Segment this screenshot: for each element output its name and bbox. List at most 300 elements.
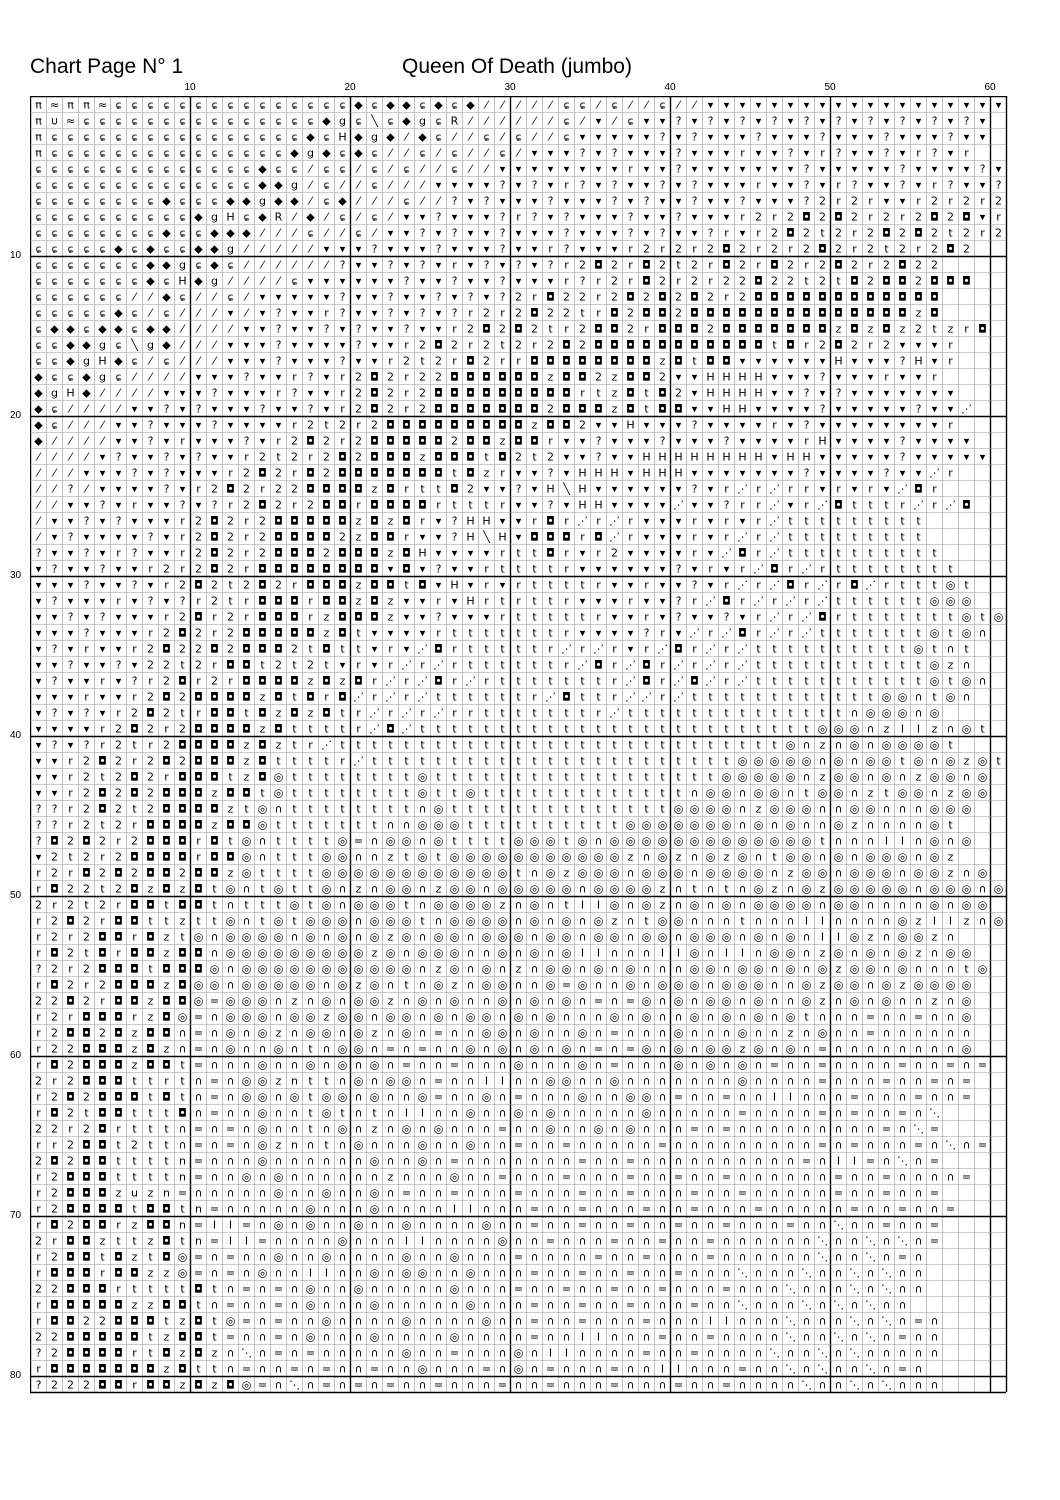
grid-cell-symbol: = bbox=[642, 1315, 651, 1328]
grid-cell-symbol: ∩ bbox=[770, 1315, 778, 1328]
grid-cell-symbol: ∩ bbox=[850, 851, 858, 864]
grid-cell-symbol: r bbox=[772, 595, 777, 608]
grid-cell-symbol: r bbox=[724, 483, 729, 496]
grid-cell-symbol: ◘ bbox=[82, 1219, 91, 1232]
grid-cell-symbol: ◘ bbox=[194, 1331, 203, 1344]
grid-cell-symbol: ◎ bbox=[546, 835, 556, 848]
grid-cell-symbol: 2 bbox=[179, 691, 186, 704]
grid-cell-symbol: ∩ bbox=[482, 1107, 490, 1120]
grid-cell-symbol: ◘ bbox=[50, 979, 59, 992]
grid-cell-symbol: ▾ bbox=[372, 291, 378, 304]
grid-cell-symbol: ◎ bbox=[754, 1011, 764, 1024]
grid-cell-symbol: r bbox=[564, 595, 569, 608]
grid-cell-symbol: ◎ bbox=[802, 883, 812, 896]
grid-cell-symbol: ∩ bbox=[914, 1363, 922, 1376]
grid-cell-symbol: ∩ bbox=[946, 1027, 954, 1040]
grid-cell-symbol: ◘ bbox=[178, 1331, 187, 1344]
grid-cell-symbol: r bbox=[804, 435, 809, 448]
grid-cell-symbol: 2 bbox=[67, 1059, 74, 1072]
grid-cell-symbol: ▾ bbox=[212, 435, 218, 448]
grid-cell-symbol: ◎ bbox=[562, 947, 572, 960]
grid-cell-symbol: ∩ bbox=[850, 787, 858, 800]
grid-cell-symbol: t bbox=[932, 579, 937, 592]
grid-cell-symbol: ɕ bbox=[83, 307, 89, 320]
grid-cell-symbol: 2 bbox=[915, 275, 922, 288]
grid-cell-symbol: ∩ bbox=[738, 1283, 746, 1296]
grid-cell-symbol: ◘ bbox=[514, 403, 523, 416]
grid-cell-symbol: ∩ bbox=[514, 899, 522, 912]
grid-cell-symbol: ∩ bbox=[370, 1347, 378, 1360]
grid-cell-symbol: ◘ bbox=[354, 675, 363, 688]
grid-cell-symbol: ◎ bbox=[322, 1091, 332, 1104]
grid-cell-symbol: ∩ bbox=[866, 1123, 874, 1136]
grid-cell-symbol: ∩ bbox=[690, 995, 698, 1008]
grid-cell-symbol: ∩ bbox=[354, 1171, 362, 1184]
grid-cell-symbol: ∩ bbox=[482, 1155, 490, 1168]
grid-cell-symbol: ∩ bbox=[802, 1075, 810, 1088]
grid-cell-symbol: ∩ bbox=[338, 995, 346, 1008]
grid-cell-symbol: ∩ bbox=[898, 1347, 906, 1360]
grid-cell-symbol: ◘ bbox=[114, 1315, 123, 1328]
grid-cell-symbol: ◘ bbox=[370, 595, 379, 608]
grid-cell-symbol: ∩ bbox=[386, 1235, 394, 1248]
grid-cell-symbol: ∩ bbox=[610, 1107, 618, 1120]
grid-cell-symbol: t bbox=[564, 579, 569, 592]
grid-cell-symbol: ∩ bbox=[450, 1011, 458, 1024]
grid-cell-symbol: ▾ bbox=[836, 371, 842, 384]
grid-cell-symbol: r bbox=[452, 707, 457, 720]
grid-cell-symbol: t bbox=[980, 611, 985, 624]
grid-cell-symbol: ∩ bbox=[514, 1075, 522, 1088]
grid-cell-symbol: ∩ bbox=[210, 1043, 218, 1056]
grid-cell-symbol: ◘ bbox=[98, 1379, 107, 1392]
grid-cell-symbol: ∩ bbox=[290, 1203, 298, 1216]
grid-cell-symbol: ◘ bbox=[130, 979, 139, 992]
grid-cell-symbol: ▾ bbox=[388, 339, 394, 352]
grid-cell-symbol: t bbox=[532, 579, 537, 592]
grid-cell-symbol: t bbox=[452, 803, 457, 816]
grid-cell-symbol: ⋰ bbox=[721, 547, 732, 560]
grid-cell-symbol: 2 bbox=[819, 195, 826, 208]
grid-cell-symbol: r bbox=[564, 259, 569, 272]
grid-cell-symbol: z bbox=[452, 979, 458, 992]
grid-cell-symbol: ∩ bbox=[642, 1171, 650, 1184]
grid-cell-symbol: t bbox=[948, 739, 953, 752]
grid-cell-symbol: t bbox=[612, 787, 617, 800]
grid-cell-symbol: r bbox=[756, 627, 761, 640]
grid-cell-symbol: ∩ bbox=[322, 931, 330, 944]
grid-cell-symbol: ◎ bbox=[386, 963, 396, 976]
grid-cell-symbol: t bbox=[836, 675, 841, 688]
grid-cell-symbol: ∩ bbox=[322, 1171, 330, 1184]
grid-cell-symbol: ▾ bbox=[868, 467, 874, 480]
grid-cell-symbol: 2 bbox=[115, 819, 122, 832]
grid-cell-symbol: ɕ bbox=[67, 307, 73, 320]
grid-cell-symbol: ◎ bbox=[850, 995, 860, 1008]
grid-cell-symbol: ∩ bbox=[338, 1203, 346, 1216]
grid-cell-symbol: ◘ bbox=[130, 899, 139, 912]
grid-cell-symbol: r bbox=[900, 211, 905, 224]
grid-cell-symbol: ◎ bbox=[962, 1011, 972, 1024]
grid-cell-symbol: ▾ bbox=[132, 627, 138, 640]
grid-cell-symbol: ? bbox=[148, 435, 154, 448]
grid-cell-symbol: ▾ bbox=[468, 579, 474, 592]
grid-cell-symbol: t bbox=[564, 835, 569, 848]
grid-cell-symbol: ◘ bbox=[210, 835, 219, 848]
grid-cell-symbol: ◎ bbox=[370, 995, 380, 1008]
grid-cell-symbol: = bbox=[866, 1155, 875, 1168]
grid-cell-symbol: r bbox=[100, 1267, 105, 1280]
grid-cell-symbol: ◘ bbox=[66, 915, 75, 928]
grid-cell-symbol: ∩ bbox=[466, 931, 474, 944]
grid-cell-symbol: ∩ bbox=[690, 1043, 698, 1056]
grid-cell-symbol: ∩ bbox=[594, 1283, 602, 1296]
grid-cell-symbol: ◎ bbox=[546, 979, 556, 992]
grid-cell-symbol: t bbox=[548, 659, 553, 672]
grid-cell-symbol: ◎ bbox=[482, 931, 492, 944]
grid-cell-symbol: r bbox=[532, 691, 537, 704]
grid-cell-symbol: ▾ bbox=[68, 579, 74, 592]
grid-cell-symbol: r bbox=[756, 611, 761, 624]
grid-cell-symbol: ◆ bbox=[146, 323, 155, 336]
grid-cell-symbol: 2 bbox=[883, 339, 890, 352]
grid-cell-symbol: z bbox=[180, 883, 186, 896]
grid-cell-symbol: ▾ bbox=[596, 227, 602, 240]
grid-cell-symbol: r bbox=[52, 1075, 57, 1088]
grid-cell-symbol: ▾ bbox=[660, 163, 666, 176]
grid-cell-symbol: r bbox=[932, 371, 937, 384]
grid-cell-symbol: ◎ bbox=[322, 915, 332, 928]
grid-cell-symbol: ∩ bbox=[530, 867, 538, 880]
grid-cell-symbol: ▾ bbox=[164, 435, 170, 448]
grid-cell-symbol: t bbox=[900, 611, 905, 624]
grid-cell-symbol: t bbox=[372, 771, 377, 784]
grid-cell-symbol: 2 bbox=[35, 1331, 42, 1344]
grid-cell-symbol: ∩ bbox=[418, 1347, 426, 1360]
grid-cell-symbol: ◘ bbox=[274, 547, 283, 560]
grid-cell-symbol: ? bbox=[52, 675, 58, 688]
grid-cell-symbol: ? bbox=[180, 595, 186, 608]
grid-cell-symbol: ɕ bbox=[51, 131, 57, 144]
grid-cell-symbol: = bbox=[706, 1235, 715, 1248]
grid-cell-symbol: ∩ bbox=[674, 1331, 682, 1344]
grid-cell-symbol: ▾ bbox=[740, 131, 746, 144]
grid-cell-symbol: ◆ bbox=[162, 195, 171, 208]
grid-cell-symbol: ◎ bbox=[770, 835, 780, 848]
grid-cell-symbol: ⁄ bbox=[419, 163, 426, 176]
grid-cell-symbol: t bbox=[532, 547, 537, 560]
grid-cell-symbol: ▾ bbox=[36, 739, 42, 752]
grid-cell-symbol: t bbox=[116, 1171, 121, 1184]
grid-cell-symbol: H bbox=[722, 451, 730, 464]
grid-cell-symbol: ∩ bbox=[178, 1139, 186, 1152]
grid-cell-symbol: ◎ bbox=[978, 755, 988, 768]
grid-cell-symbol: ∩ bbox=[946, 963, 954, 976]
grid-cell-symbol: g bbox=[83, 355, 90, 368]
grid-cell-symbol: ∩ bbox=[626, 1347, 634, 1360]
grid-cell-symbol: ▾ bbox=[404, 627, 410, 640]
grid-cell-symbol: ◘ bbox=[114, 1251, 123, 1264]
grid-cell-symbol: r bbox=[612, 659, 617, 672]
grid-cell-symbol: H bbox=[594, 499, 602, 512]
grid-cell-symbol: = bbox=[722, 1123, 731, 1136]
grid-cell-symbol: r bbox=[804, 339, 809, 352]
grid-cell-symbol: t bbox=[836, 275, 841, 288]
grid-cell-symbol: ɕ bbox=[227, 259, 233, 272]
grid-cell-symbol: t bbox=[596, 787, 601, 800]
grid-cell-symbol: ◘ bbox=[162, 819, 171, 832]
grid-cell-symbol: ▾ bbox=[628, 643, 634, 656]
grid-cell-symbol: ◘ bbox=[466, 387, 475, 400]
grid-cell-symbol: 2 bbox=[67, 1219, 74, 1232]
grid-cell-symbol: ∩ bbox=[850, 1187, 858, 1200]
grid-cell-symbol: ▾ bbox=[148, 547, 154, 560]
grid-cell-symbol: ∩ bbox=[306, 1379, 314, 1392]
grid-cell-symbol: ɕ bbox=[99, 147, 105, 160]
grid-cell-symbol: ? bbox=[84, 739, 90, 752]
grid-cell-symbol: ∩ bbox=[834, 1091, 842, 1104]
grid-cell-symbol: ◆ bbox=[146, 243, 155, 256]
grid-cell-symbol: ∩ bbox=[962, 867, 970, 880]
grid-cell-symbol: ▾ bbox=[788, 387, 794, 400]
grid-cell-symbol: ⁄ bbox=[371, 195, 378, 208]
grid-cell-symbol: 2 bbox=[931, 259, 938, 272]
grid-cell-symbol: ◎ bbox=[738, 1027, 748, 1040]
grid-cell-symbol: ⁄ bbox=[547, 99, 554, 112]
grid-cell-symbol: 2 bbox=[83, 995, 90, 1008]
grid-cell-symbol: ◎ bbox=[738, 1075, 748, 1088]
grid-cell-symbol: ◘ bbox=[274, 627, 283, 640]
grid-cell-symbol: t bbox=[340, 723, 345, 736]
grid-cell-symbol: ◎ bbox=[626, 979, 636, 992]
grid-cell-symbol: ɕ bbox=[51, 419, 57, 432]
grid-cell-symbol: ∩ bbox=[754, 1107, 762, 1120]
grid-cell-symbol: ⁄ bbox=[35, 531, 42, 544]
grid-cell-symbol: r bbox=[868, 259, 873, 272]
grid-cell-symbol: ∩ bbox=[770, 867, 778, 880]
grid-cell-symbol: ◎ bbox=[546, 1107, 556, 1120]
grid-cell-symbol: ∩ bbox=[834, 803, 842, 816]
grid-cell-symbol: 2 bbox=[179, 755, 186, 768]
grid-cell-symbol: ɕ bbox=[83, 291, 89, 304]
grid-cell-symbol: 2 bbox=[99, 835, 106, 848]
grid-cell-symbol: 2 bbox=[547, 451, 554, 464]
grid-cell-symbol: ◎ bbox=[258, 803, 268, 816]
grid-cell-symbol: = bbox=[226, 1123, 235, 1136]
grid-cell-symbol: ∩ bbox=[434, 915, 442, 928]
grid-cell-symbol: ▾ bbox=[500, 579, 506, 592]
grid-cell-symbol: 2 bbox=[51, 995, 58, 1008]
grid-cell-symbol: ⋰ bbox=[753, 563, 764, 576]
grid-cell-symbol: t bbox=[660, 707, 665, 720]
grid-cell-symbol: ◘ bbox=[66, 995, 75, 1008]
grid-cell-symbol: r bbox=[868, 339, 873, 352]
grid-cell-symbol: ◎ bbox=[882, 851, 892, 864]
grid-cell-symbol: ∩ bbox=[722, 1203, 730, 1216]
grid-cell-symbol: ◘ bbox=[738, 323, 747, 336]
grid-cell-symbol: ⋱ bbox=[785, 1331, 796, 1344]
grid-cell-symbol: ⁄ bbox=[67, 435, 74, 448]
grid-cell-symbol: ◘ bbox=[834, 291, 843, 304]
grid-cell-symbol: = bbox=[930, 1155, 939, 1168]
grid-cell-symbol: ▾ bbox=[420, 291, 426, 304]
grid-cell-symbol: ▾ bbox=[308, 275, 314, 288]
grid-cell-symbol: H bbox=[802, 451, 810, 464]
grid-cell-symbol: ◘ bbox=[130, 723, 139, 736]
grid-cell-symbol: 2 bbox=[803, 227, 810, 240]
grid-cell-symbol: ∩ bbox=[386, 1059, 394, 1072]
grid-cell-symbol: t bbox=[660, 787, 665, 800]
grid-cell-symbol: t bbox=[740, 707, 745, 720]
grid-cell-symbol: ◘ bbox=[82, 1251, 91, 1264]
grid-cell-symbol: ∩ bbox=[290, 1059, 298, 1072]
grid-cell-symbol: ∩ bbox=[338, 1171, 346, 1184]
grid-cell-symbol: ▾ bbox=[420, 275, 426, 288]
grid-cell-symbol: ∩ bbox=[706, 1091, 714, 1104]
grid-cell-symbol: ɕ bbox=[35, 179, 41, 192]
grid-cell-symbol: t bbox=[740, 723, 745, 736]
grid-cell-symbol: ◎ bbox=[242, 1011, 252, 1024]
grid-cell-symbol: z bbox=[164, 931, 170, 944]
grid-cell-symbol: ? bbox=[740, 195, 746, 208]
row-number-20: 20 bbox=[10, 410, 30, 421]
grid-cell-symbol: ? bbox=[724, 435, 730, 448]
grid-cell-symbol: z bbox=[612, 915, 618, 928]
grid-cell-symbol: ɕ bbox=[163, 115, 169, 128]
grid-cell-symbol: ∩ bbox=[530, 1171, 538, 1184]
grid-cell-symbol: = bbox=[914, 1011, 923, 1024]
grid-cell-symbol: ∩ bbox=[338, 1139, 346, 1152]
grid-cell-symbol: ◘ bbox=[338, 563, 347, 576]
grid-cell-symbol: 2 bbox=[323, 467, 330, 480]
grid-cell-symbol: ? bbox=[788, 147, 794, 160]
grid-cell-symbol: = bbox=[898, 1203, 907, 1216]
grid-cell-symbol: t bbox=[580, 723, 585, 736]
grid-cell-symbol: ∩ bbox=[882, 1331, 890, 1344]
grid-cell-symbol: ◘ bbox=[66, 1091, 75, 1104]
grid-cell-symbol: H bbox=[674, 451, 682, 464]
grid-cell-symbol: ∩ bbox=[898, 1379, 906, 1392]
grid-cell-symbol: t bbox=[324, 787, 329, 800]
grid-cell-symbol: = bbox=[514, 1139, 523, 1152]
grid-cell-symbol: t bbox=[484, 723, 489, 736]
grid-cell-symbol: ▾ bbox=[596, 131, 602, 144]
grid-cell-symbol: z bbox=[516, 963, 522, 976]
grid-cell-symbol: ▾ bbox=[708, 579, 714, 592]
page-title: Chart Page N° 1 bbox=[30, 55, 183, 79]
grid-cell-symbol: ∩ bbox=[690, 1363, 698, 1376]
grid-cell-symbol: ∩ bbox=[370, 835, 378, 848]
grid-cell-symbol: ◎ bbox=[674, 835, 684, 848]
grid-cell-symbol: = bbox=[866, 1027, 875, 1040]
grid-cell-symbol: = bbox=[738, 1187, 747, 1200]
grid-cell-symbol: ◎ bbox=[594, 931, 604, 944]
grid-cell-symbol: t bbox=[916, 595, 921, 608]
grid-cell-symbol: t bbox=[276, 851, 281, 864]
grid-cell-symbol: ∩ bbox=[354, 1299, 362, 1312]
grid-cell-symbol: r bbox=[116, 1123, 121, 1136]
grid-cell-symbol: = bbox=[738, 1363, 747, 1376]
grid-cell-symbol: ◆ bbox=[354, 99, 363, 112]
grid-cell-symbol: ▾ bbox=[388, 563, 394, 576]
grid-cell-symbol: ◘ bbox=[98, 1203, 107, 1216]
grid-cell-symbol: r bbox=[292, 579, 297, 592]
grid-cell-symbol: z bbox=[388, 995, 394, 1008]
grid-cell-symbol: ∩ bbox=[914, 707, 922, 720]
grid-cell-symbol: ? bbox=[628, 211, 634, 224]
grid-cell-symbol: ? bbox=[724, 499, 730, 512]
grid-cell-symbol: ◎ bbox=[514, 1347, 524, 1360]
grid-cell-symbol: ∩ bbox=[354, 915, 362, 928]
grid-cell-symbol: ◘ bbox=[306, 691, 315, 704]
grid-cell-symbol: ∩ bbox=[690, 1283, 698, 1296]
grid-cell-symbol: ▾ bbox=[468, 211, 474, 224]
grid-cell-symbol: t bbox=[596, 387, 601, 400]
grid-cell-symbol: ◘ bbox=[258, 643, 267, 656]
grid-cell-symbol: t bbox=[868, 611, 873, 624]
grid-cell-symbol: t bbox=[308, 803, 313, 816]
grid-cell-symbol: 2 bbox=[163, 739, 170, 752]
grid-cell-symbol: 2 bbox=[339, 531, 346, 544]
grid-cell-symbol: ? bbox=[100, 499, 106, 512]
grid-cell-symbol: r bbox=[164, 771, 169, 784]
grid-cell-symbol: 2 bbox=[403, 355, 410, 368]
grid-cell-symbol: ∩ bbox=[866, 1283, 874, 1296]
grid-cell-symbol: ɕ bbox=[147, 227, 153, 240]
grid-cell-symbol: z bbox=[212, 819, 218, 832]
grid-cell-symbol: r bbox=[52, 1235, 57, 1248]
grid-cell-symbol: ɕ bbox=[179, 131, 185, 144]
grid-cell-symbol: r bbox=[804, 499, 809, 512]
grid-cell-symbol: ◘ bbox=[98, 1011, 107, 1024]
grid-cell-symbol: ɕ bbox=[147, 163, 153, 176]
grid-cell-symbol: ∩ bbox=[818, 1267, 826, 1280]
grid-cell-symbol: ɕ bbox=[99, 163, 105, 176]
grid-cell-symbol: ∩ bbox=[418, 835, 426, 848]
grid-cell-symbol: ∩ bbox=[930, 1331, 938, 1344]
grid-cell-symbol: ▾ bbox=[596, 147, 602, 160]
grid-cell-symbol: ⋰ bbox=[465, 675, 476, 688]
grid-cell-symbol: ∩ bbox=[418, 1283, 426, 1296]
grid-cell-symbol: n bbox=[179, 1171, 186, 1184]
grid-cell-symbol: r bbox=[148, 563, 153, 576]
grid-cell-symbol: ▾ bbox=[852, 355, 858, 368]
grid-cell-symbol: z bbox=[948, 867, 954, 880]
grid-cell-symbol: ∩ bbox=[386, 1187, 394, 1200]
grid-cell-symbol: ◎ bbox=[242, 1075, 252, 1088]
grid-cell-symbol: ∩ bbox=[242, 915, 250, 928]
grid-cell-symbol: 2 bbox=[83, 1315, 90, 1328]
grid-cell-symbol: ɕ bbox=[563, 115, 569, 128]
grid-cell-symbol: ? bbox=[452, 307, 458, 320]
grid-cell-symbol: ∩ bbox=[562, 1107, 570, 1120]
grid-cell-symbol: ◎ bbox=[994, 611, 1004, 624]
grid-cell-symbol: ▾ bbox=[948, 99, 954, 112]
grid-cell-symbol: ∩ bbox=[658, 1203, 666, 1216]
grid-cell-symbol: = bbox=[978, 1139, 987, 1152]
grid-cell-symbol: t bbox=[692, 771, 697, 784]
grid-cell-symbol: ◎ bbox=[514, 1107, 524, 1120]
grid-cell-symbol: t bbox=[468, 835, 473, 848]
grid-cell-symbol: ɕ bbox=[307, 227, 313, 240]
grid-cell-symbol: ∩ bbox=[914, 1155, 922, 1168]
grid-cell-symbol: ◆ bbox=[34, 419, 43, 432]
grid-cell-symbol: ? bbox=[804, 419, 810, 432]
grid-cell-symbol: t bbox=[132, 1235, 137, 1248]
grid-cell-symbol: 2 bbox=[835, 227, 842, 240]
grid-cell-symbol: = bbox=[882, 1187, 891, 1200]
grid-cell-symbol: ▾ bbox=[68, 707, 74, 720]
